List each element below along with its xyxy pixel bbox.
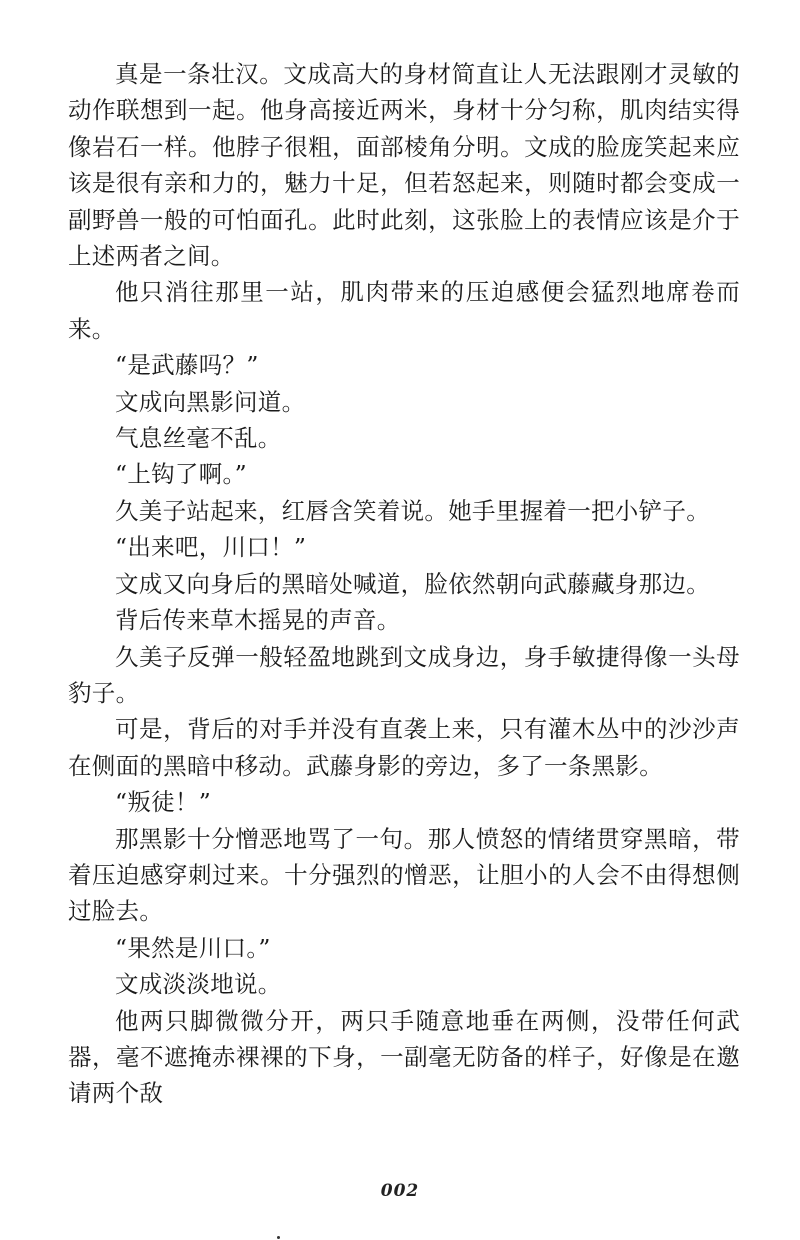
paragraph: 他两只脚微微分开，两只手随意地垂在两侧，没带任何武器，毫不遮掩赤裸裸的下身，一副毫无防备的样子，好像是在邀请两个敌 (68, 1006, 740, 1108)
scan-speck (277, 1236, 280, 1239)
paragraph: “果然是川口。” (115, 933, 271, 962)
body-text (68, 56, 740, 1112)
page-number: 002 (380, 1181, 420, 1201)
paragraph: “出来吧，川口！” (115, 533, 307, 562)
paragraph: 文成向黑影问道。 (115, 387, 306, 416)
paragraph: 可是，背后的对手并没有直袭上来，只有灌木丛中的沙沙声在侧面的黑暗中移动。武藤身影的旁边，多了一条黑影。 (68, 715, 740, 780)
paragraph: 他只消往那里一站，肌肉带来的压迫感便会猛烈地席卷而来。 (68, 278, 740, 343)
paragraph: 背后传来草木摇晃的声音。 (115, 606, 401, 635)
paragraph: “上钩了啊。” (115, 460, 247, 489)
paragraph: 文成又向身后的黑暗处喊道，脸依然朝向武藤藏身那边。 (115, 569, 710, 598)
paragraph: “是武藤吗？” (115, 351, 259, 380)
paragraph: 气息丝毫不乱。 (115, 424, 282, 453)
paragraph: 久美子站起来，红唇含笑着说。她手里握着一把小铲子。 (115, 496, 710, 525)
paragraph: 文成淡淡地说。 (115, 970, 282, 999)
paragraph: 真是一条壮汉。文成高大的身材简直让人无法跟刚才灵敏的动作联想到一起。他身高接近两米，身材十分匀称，肌肉结实得像岩石一样。他脖子很粗，面部棱角分明。文成的脸庞笑起来应该是很有亲和力的，魅力十足，但若怒起来，则随时都会变成一副野兽一般的可怕面孔。此时此刻，这张脸上的表情应该是介于上述两者之间。 (68, 60, 740, 271)
paragraph: 久美子反弹一般轻盈地跳到文成身边，身手敏捷得像一头母豹子。 (68, 642, 740, 707)
paragraph: “叛徒！” (115, 788, 212, 817)
paragraph: 那黑影十分憎恶地骂了一句。那人愤怒的情绪贯穿黑暗，带着压迫感穿刺过来。十分强烈的憎恶，让胆小的人会不由得想侧过脸去。 (68, 824, 740, 926)
